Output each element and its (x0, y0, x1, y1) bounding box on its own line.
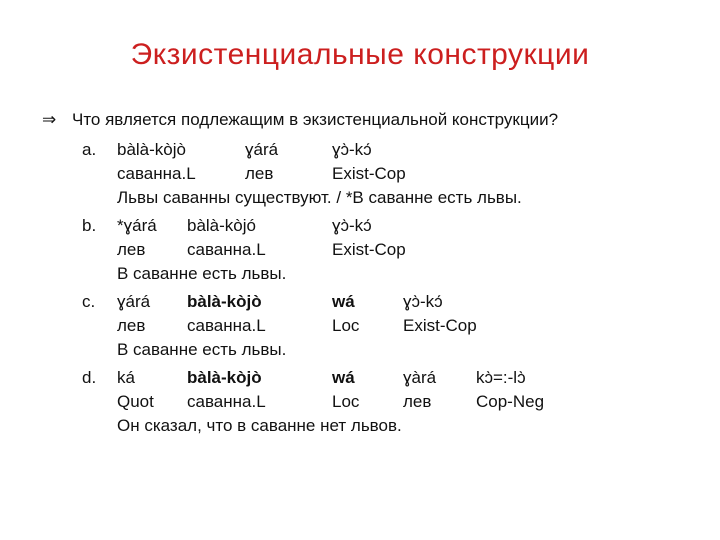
gloss-word: bàlà-kòjò (187, 368, 262, 387)
gloss-word: Exist-Cop (332, 164, 406, 183)
gloss-word: Exist-Cop (332, 240, 406, 259)
gloss-word: ká (117, 368, 135, 387)
gloss-word: Quot (117, 392, 154, 411)
translation-text: Львы саванны существуют. / *В саванне есть львы. (117, 188, 522, 207)
gloss-word: лев (117, 316, 146, 335)
translation-text: В саванне есть львы. (117, 340, 287, 359)
gloss-word: *ɣárá (117, 216, 157, 235)
gloss-word: bàlà-kòjò (187, 292, 262, 311)
gloss-word: wá (332, 292, 355, 311)
gloss-word: Cop-Neg (476, 392, 545, 411)
gloss-word: лев (117, 240, 146, 259)
gloss-word: ɣàrá (403, 368, 437, 387)
gloss-word: ɣárá (245, 140, 279, 159)
slide-title: Экзистенциальные конструкции (130, 38, 590, 71)
gloss-word: bàlà-kòjò (117, 140, 186, 159)
gloss-word: саванна.L (187, 316, 266, 335)
example-label: d. (82, 368, 97, 387)
gloss-word: ɣɔ̀-kɔ́ (403, 292, 443, 311)
question-line (42, 110, 558, 130)
gloss-word: лев (245, 164, 274, 183)
translation-text: В саванне есть львы. (117, 264, 287, 283)
example-label: a. (82, 140, 97, 159)
gloss-word: саванна.L (187, 392, 266, 411)
question-text: Что является подлежащим в экзистенциальной конструкции? (72, 110, 559, 129)
gloss-word: wá (332, 368, 355, 387)
implies-arrow-icon: ⇒ (42, 110, 57, 129)
gloss-word: ɣárá (117, 292, 151, 311)
gloss-word: саванна.L (187, 240, 266, 259)
gloss-word: kɔ̀=:-lɔ̀ (476, 368, 526, 387)
gloss-word: Loc (332, 392, 360, 411)
translation-text: Он сказал, что в саванне нет львов. (117, 416, 402, 435)
gloss-word: Exist-Cop (403, 316, 477, 335)
gloss-word: саванна.L (117, 164, 196, 183)
example-label: c. (82, 292, 96, 311)
gloss-word: ɣɔ̀-kɔ́ (332, 140, 372, 159)
example-label: b. (82, 216, 97, 235)
gloss-word: Loc (332, 316, 360, 335)
gloss-word: bàlà-kòjó (187, 216, 256, 235)
gloss-word: ɣɔ̀-kɔ́ (332, 216, 372, 235)
gloss-word: лев (403, 392, 432, 411)
